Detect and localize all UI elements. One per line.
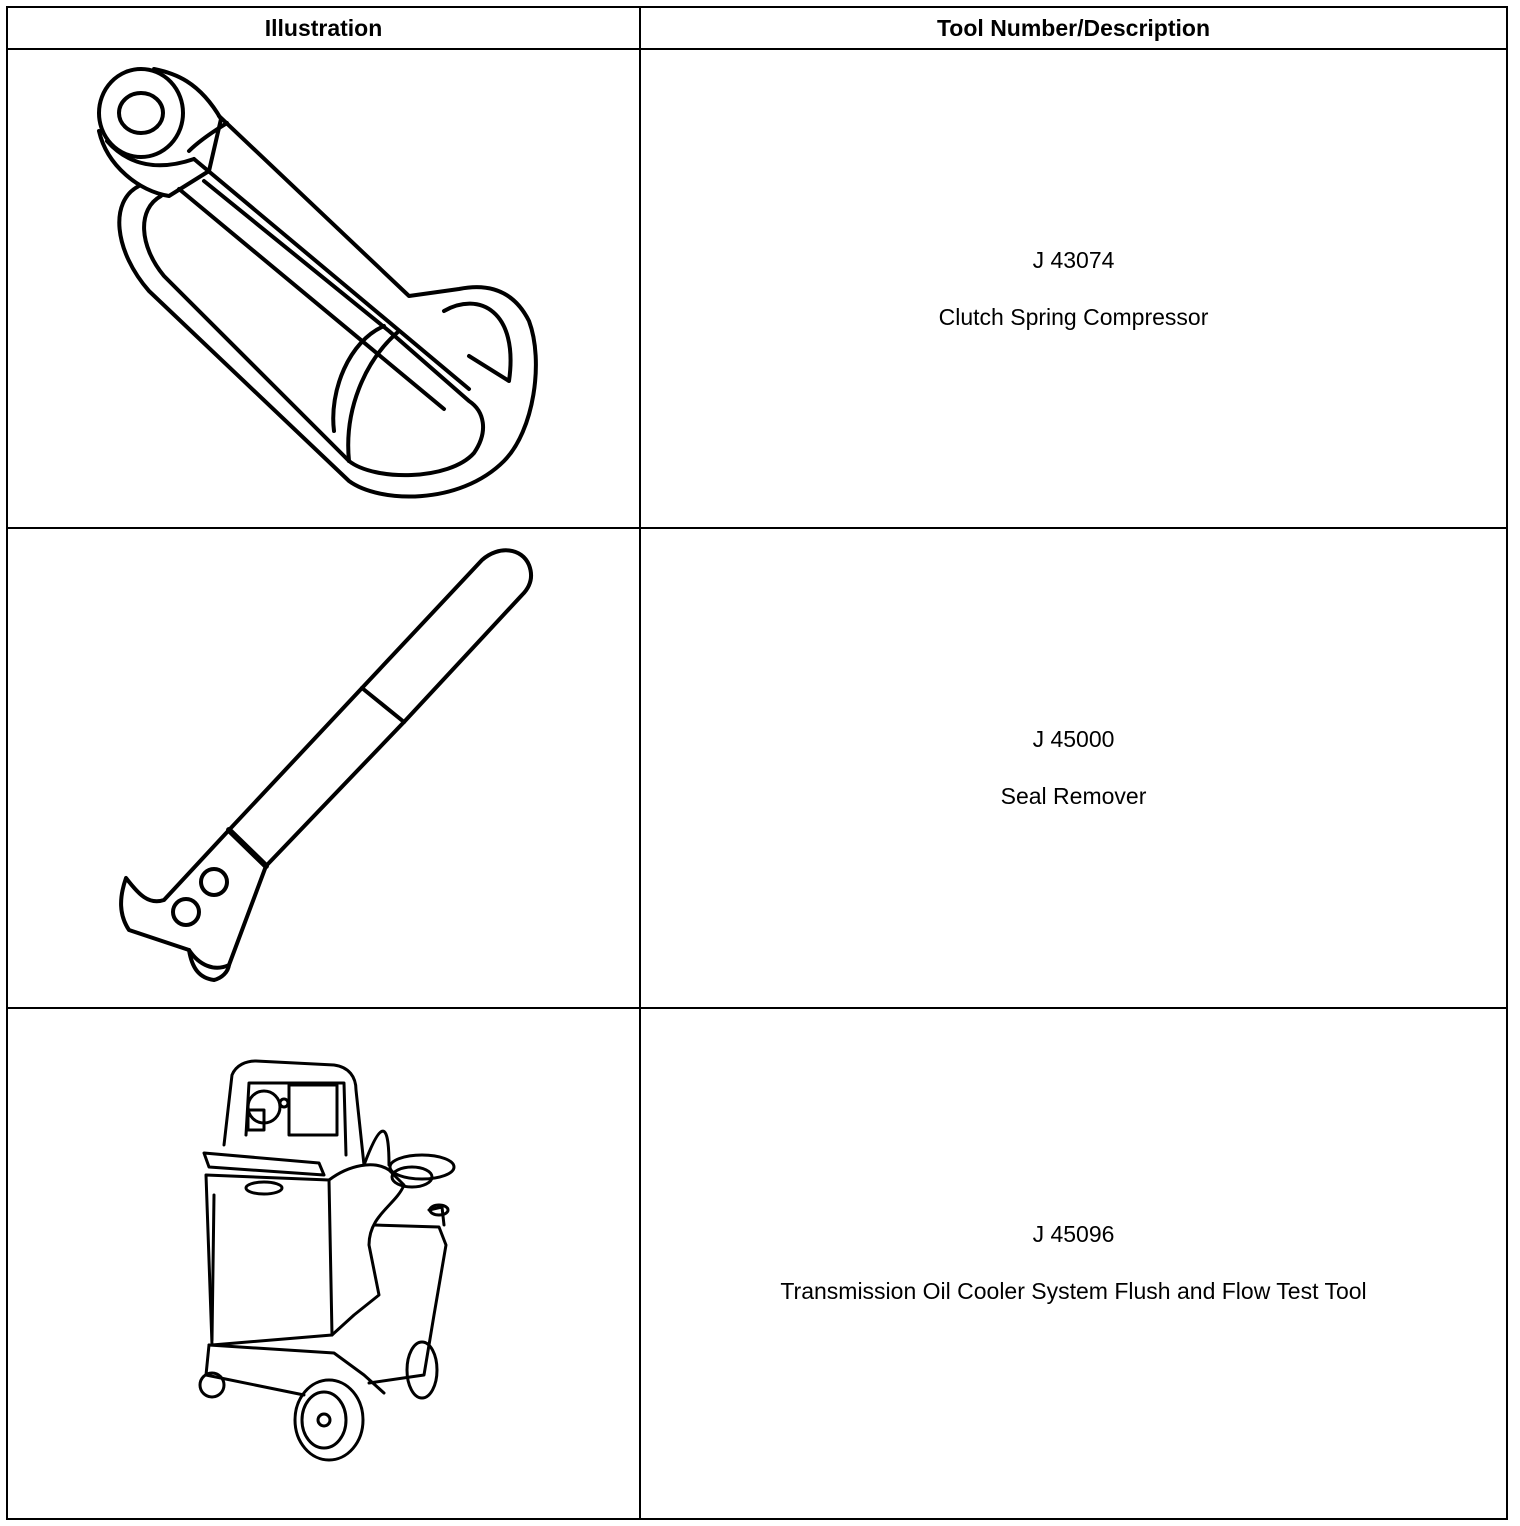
special-tools-table — [6, 6, 1508, 1520]
table-row — [7, 528, 1507, 1007]
tool-description: Transmission Oil Cooler System Flush and Flow Test Tool — [780, 1278, 1367, 1305]
tool-description: Clutch Spring Compressor — [938, 303, 1209, 330]
tool-number: J 43074 — [1032, 246, 1115, 273]
header-illustration: Illustration — [7, 7, 640, 49]
illustration-cell — [7, 528, 640, 1007]
clutch-spring-compressor-icon — [89, 59, 559, 519]
tool-number: J 45000 — [1032, 725, 1115, 752]
seal-remover-icon — [104, 538, 544, 998]
illustration-cell — [7, 49, 640, 528]
description-cell — [640, 1008, 1507, 1519]
flush-and-flow-test-tool-icon — [184, 1053, 464, 1473]
tool-description: Seal Remover — [1000, 782, 1147, 809]
table-row — [7, 49, 1507, 528]
illustration-cell — [7, 1008, 640, 1519]
header-tool-number-description: Tool Number/Description — [640, 7, 1507, 49]
description-cell — [640, 528, 1507, 1007]
table-row — [7, 1008, 1507, 1519]
description-cell — [640, 49, 1507, 528]
header-row — [7, 7, 1507, 49]
tool-number: J 45096 — [1032, 1221, 1115, 1248]
